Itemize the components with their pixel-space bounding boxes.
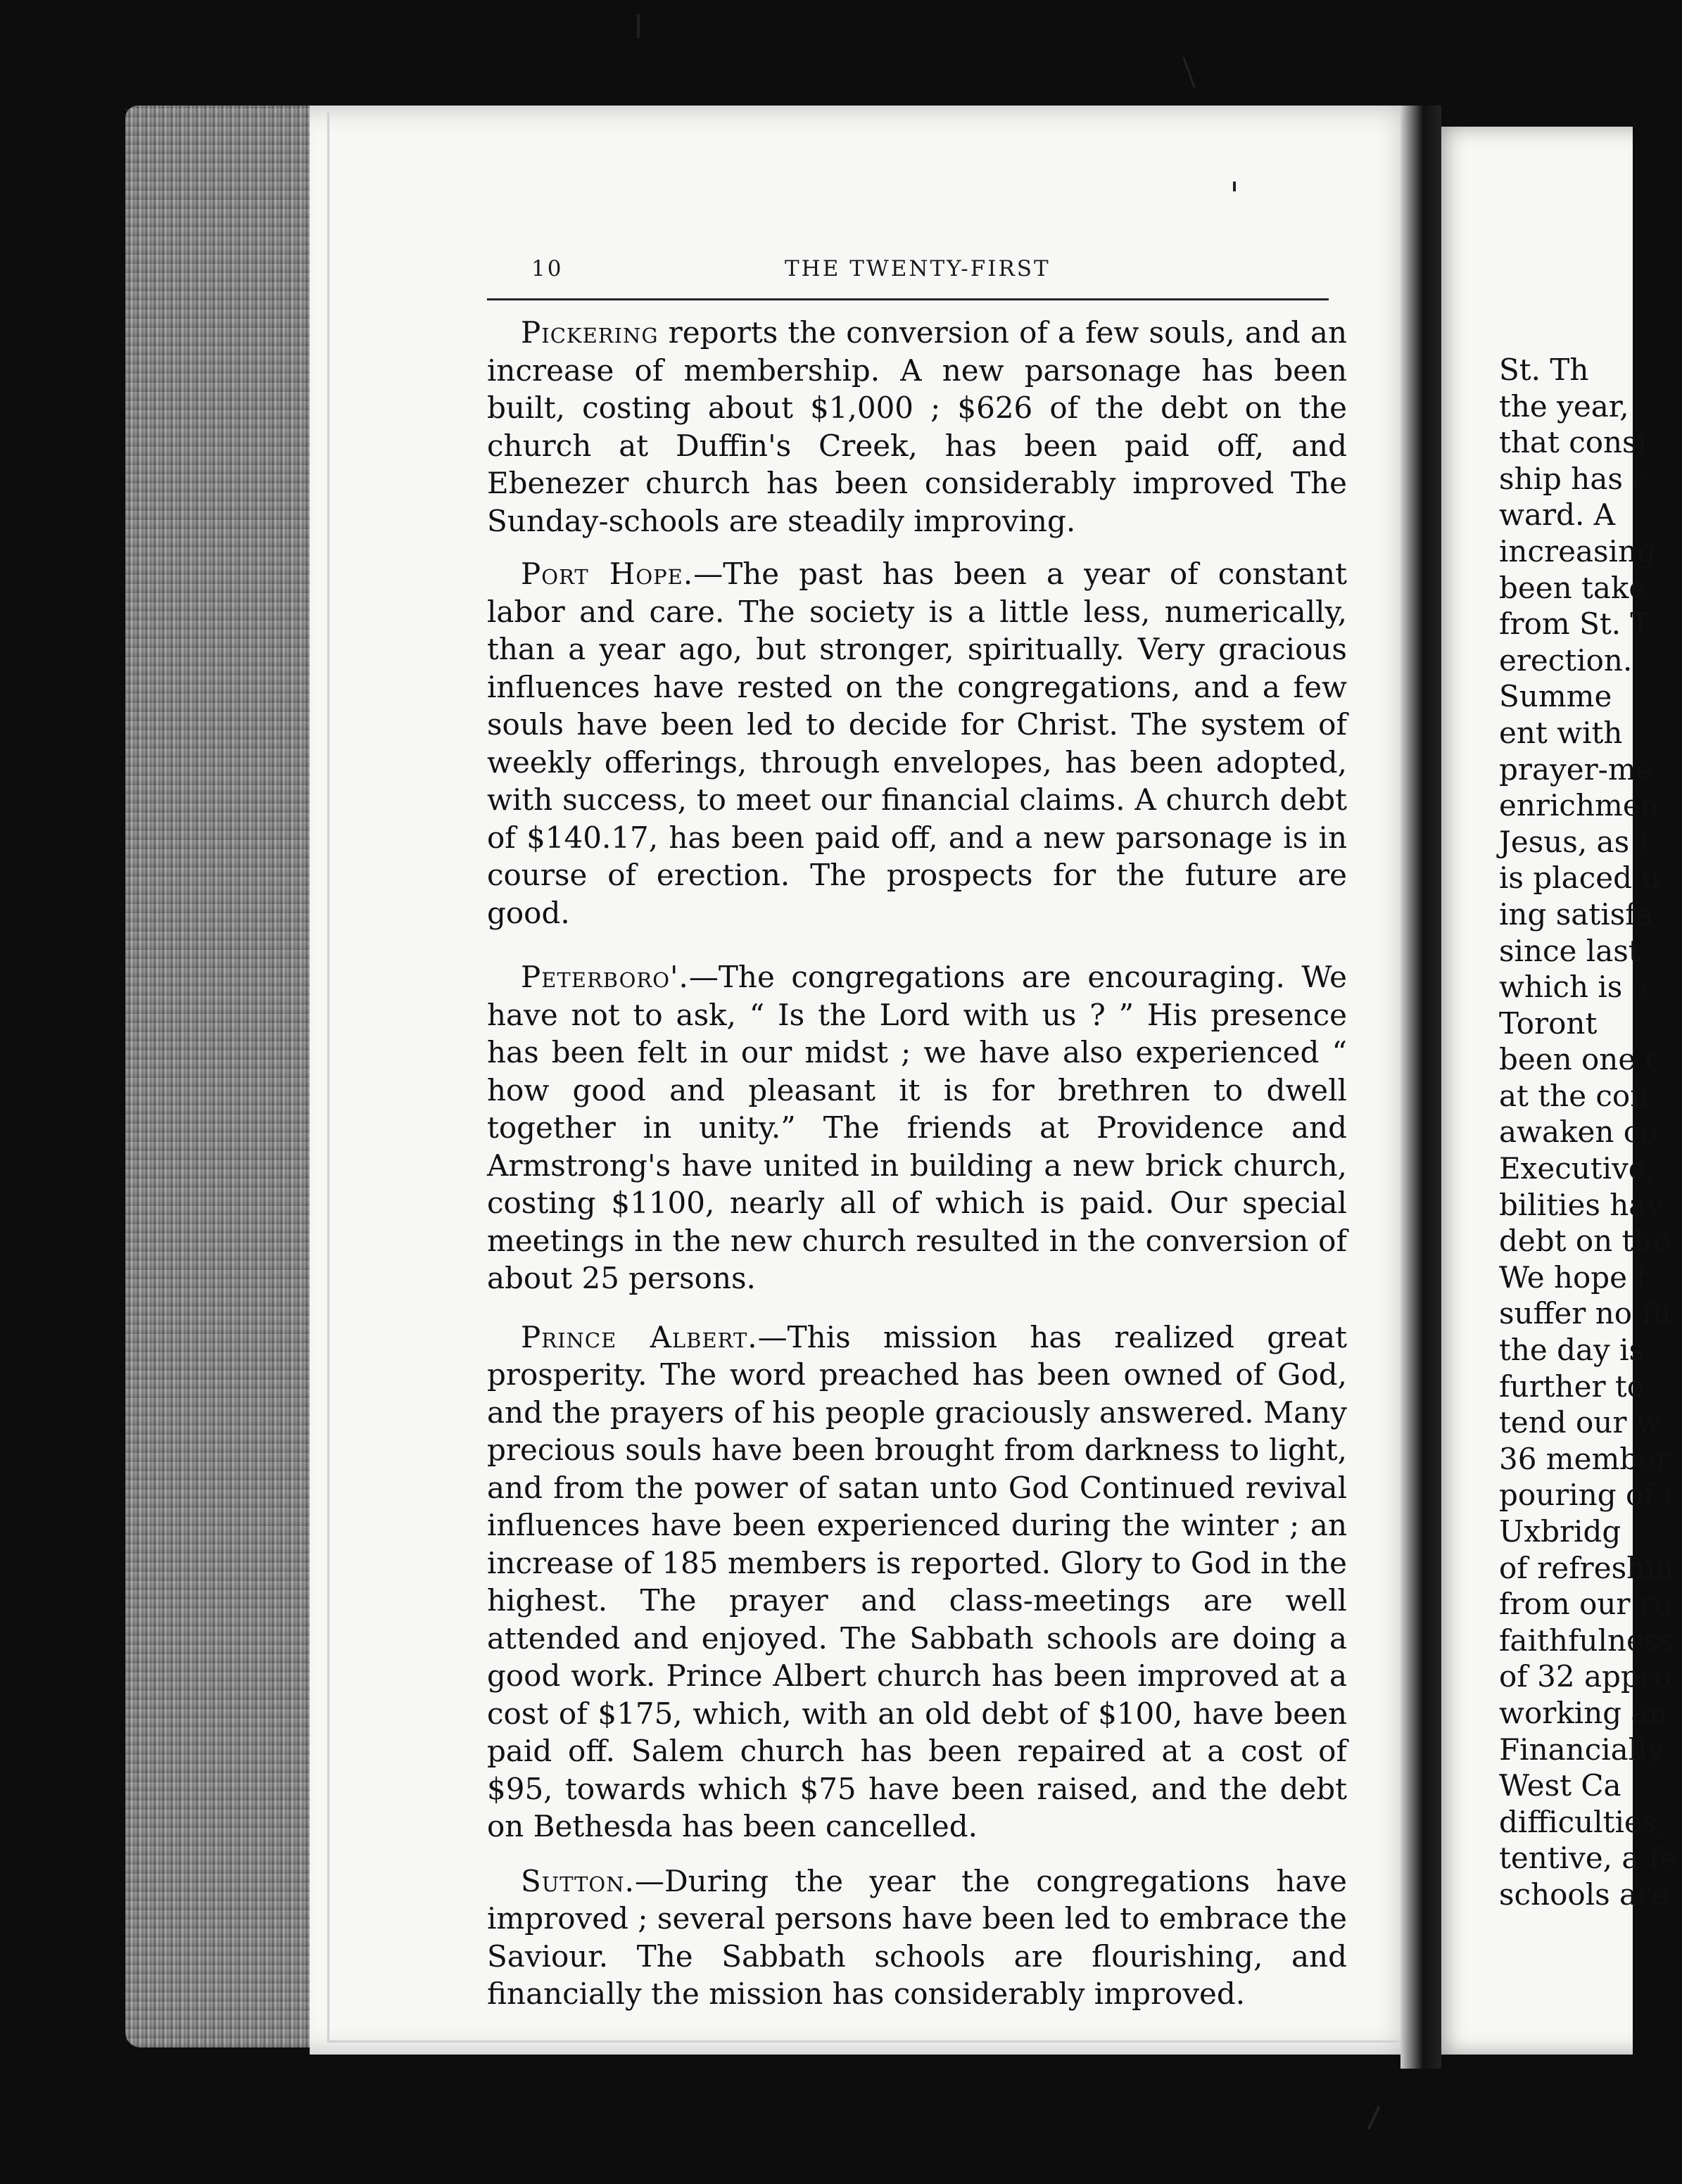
paragraph-port-hope bbox=[487, 555, 1347, 932]
right-page-line: increasing bbox=[1499, 533, 1656, 569]
right-page-line: since last bbox=[1499, 933, 1640, 968]
right-page-line: ing satisfa bbox=[1499, 896, 1654, 932]
header-rule bbox=[487, 298, 1329, 300]
right-page-line: enrichmen bbox=[1499, 788, 1659, 823]
right-page-line: prayer-me bbox=[1499, 751, 1654, 787]
page-number: 10 bbox=[531, 256, 564, 281]
right-page-line: Uxbridg bbox=[1499, 1514, 1621, 1549]
paragraph-heading: Sutton. bbox=[521, 1863, 635, 1898]
right-page-line: is placed u bbox=[1499, 861, 1661, 896]
right-page-line: 36 member bbox=[1499, 1441, 1671, 1476]
page-header bbox=[524, 255, 1341, 290]
right-page-line: schools are bbox=[1499, 1877, 1669, 1912]
paragraph-heading: Pickering bbox=[521, 315, 659, 350]
right-page-line: difficulties, bbox=[1499, 1804, 1667, 1839]
right-page-line: Jesus, as t bbox=[1499, 824, 1651, 859]
paragraph-peterboro bbox=[487, 958, 1347, 1297]
right-page-line: been one c bbox=[1499, 1042, 1662, 1077]
paragraph-pickering bbox=[487, 314, 1347, 540]
right-page-line: further to bbox=[1499, 1369, 1645, 1404]
right-page-line: Financially bbox=[1499, 1732, 1664, 1767]
right-page-line: that consi bbox=[1499, 425, 1648, 460]
right-page-line: bilities hav bbox=[1499, 1187, 1664, 1222]
right-page-line: the day is bbox=[1499, 1333, 1645, 1368]
right-page-line: of refreshin bbox=[1499, 1550, 1674, 1585]
right-page-line: from our ro bbox=[1499, 1587, 1672, 1622]
book-gutter bbox=[1400, 106, 1441, 2069]
right-page-line: at the con bbox=[1499, 1078, 1650, 1113]
right-page-line: working an bbox=[1499, 1695, 1668, 1730]
right-page-line: tend our w bbox=[1499, 1405, 1662, 1440]
right-page-line: West Ca bbox=[1499, 1768, 1621, 1803]
right-page-line: which is a bbox=[1499, 970, 1650, 1005]
right-page-line: We hope t bbox=[1499, 1259, 1649, 1295]
paragraph-body: —The congregations are encouraging. We have not to ask, “ Is the Lord with us ? ” His presence has been felt in our midst ; we have also experienced “ how good and pleasant it is for brethren to dwell together in unity.” The friends at Providence and Armstrong's have united in building a new brick church, costing $1100, nearly all of which is paid. Our special meetings in the new church resulted in the conversion of about 25 persons. bbox=[487, 960, 1347, 1295]
scan-mark bbox=[1182, 57, 1196, 88]
main-text-column bbox=[487, 314, 1347, 2023]
right-page-line: debt on the bbox=[1499, 1224, 1671, 1259]
paragraph-body: —This mission has realized great prosperity. The word preached has been owned of God, and the prayers of his people graciously answered. Many precious souls have been brought from darkness to light, and from the power of satan unto God Continued revival influences have been experienced during the winter ; an increase of 185 members is reported. Glory to God in the highest. The prayer and class-meetings are well attended and enjoyed. The Sabbath schools are doing a good work. Prince Albert church has been improved at a cost of $175, which, with an old debt of $100, have been paid off. Salem church has been repaired at a cost of $95, towards which $75 have been raised, and the debt on Bethesda has been cancelled. bbox=[487, 1319, 1347, 1843]
running-title: THE TWENTY-FIRST bbox=[785, 256, 1051, 281]
right-page-line: ward. A bbox=[1499, 497, 1615, 533]
scan-mark bbox=[637, 14, 640, 38]
right-page-line: erection. bbox=[1499, 642, 1633, 678]
right-page-line: of 32 appro bbox=[1499, 1659, 1672, 1694]
right-page-line: St. Th bbox=[1499, 353, 1589, 387]
right-page-line: Executive, bbox=[1499, 1151, 1656, 1186]
paragraph-sutton bbox=[487, 1862, 1347, 2013]
scan-mark bbox=[1233, 182, 1236, 191]
right-page-line: awaken co bbox=[1499, 1115, 1658, 1150]
right-page-line: ent with bbox=[1499, 715, 1623, 750]
right-page-line: pouring of t bbox=[1499, 1478, 1676, 1513]
right-page-line: suffer no fu bbox=[1499, 1296, 1672, 1331]
paragraph-heading: Port Hope. bbox=[521, 557, 694, 591]
right-page-line: been take bbox=[1499, 570, 1647, 605]
right-page-line: from St. T bbox=[1499, 607, 1650, 642]
paragraph-heading: Peterboro'. bbox=[521, 960, 689, 994]
book-page-edges bbox=[125, 106, 336, 2048]
right-page-text-column bbox=[1499, 352, 1682, 1913]
paragraph-body: —During the year the congregations have improved ; several persons have been led to embrace the Saviour. The Sabbath schools are flourishing, and financially the mission has considerably improved. bbox=[487, 1863, 1347, 2011]
right-page-line: the year, bbox=[1499, 388, 1629, 424]
right-page-line: Summe bbox=[1499, 679, 1612, 714]
paragraph-heading: Prince Albert. bbox=[521, 1319, 758, 1354]
paragraph-body: —The past has been a year of constant labor and care. The society is a little less, numerically, than a year ago, but stronger, spiritually. Very gracious influences have rested on the congregations, and a few souls have been led to decide for Christ. The system of weekly offerings, through envelopes, has been adopted, with success, to meet our financial claims. A church debt of $140.17, has been paid off, and a new parsonage is in course of erection. The prospects for the future are good. bbox=[487, 557, 1347, 930]
scan-mark bbox=[1367, 2106, 1381, 2130]
paragraph-body: reports the conversion of a few souls, and an increase of membership. A new parsonage has been built, costing about $1,000 ; $626 of the debt on the church at Duffin's Creek, has been paid off, and Ebenezer church has been considerably improved The Sunday-schools are steadily improving. bbox=[487, 315, 1347, 538]
right-page-line: faithfulness bbox=[1499, 1623, 1674, 1658]
right-page-line: ship has c bbox=[1499, 461, 1649, 496]
paragraph-prince-albert bbox=[487, 1319, 1347, 1846]
right-page-line: Toront bbox=[1499, 1005, 1598, 1041]
right-page-line: tentive, a fe bbox=[1499, 1841, 1678, 1876]
